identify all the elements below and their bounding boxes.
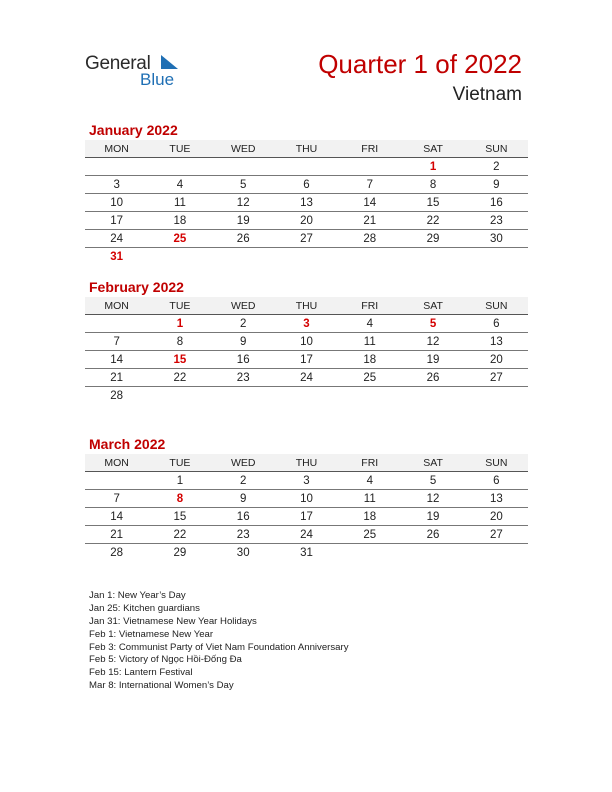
day-cell: 18 [338, 351, 401, 369]
holiday-day-cell: 8 [148, 490, 211, 508]
weekday-header: MON [85, 140, 148, 158]
day-cell: 16 [212, 508, 275, 526]
week-row [85, 369, 528, 387]
weekday-header: WED [212, 454, 275, 472]
empty-cell [401, 387, 464, 405]
week-row [85, 248, 528, 266]
day-cell: 21 [338, 212, 401, 230]
month-january [85, 122, 528, 265]
day-cell: 20 [465, 508, 528, 526]
month-title: February 2022 [89, 279, 184, 295]
day-cell: 29 [173, 546, 187, 559]
weekday-header: WED [212, 140, 275, 158]
week-row [85, 508, 528, 526]
day-cell: 6 [465, 315, 528, 333]
holiday-note: Feb 15: Lantern Festival [89, 667, 193, 679]
empty-cell [275, 158, 338, 176]
day-cell: 17 [275, 351, 338, 369]
weekday-header: SUN [465, 454, 528, 472]
day-cell: 22 [401, 212, 464, 230]
empty-cell [275, 248, 338, 266]
day-cell: 14 [85, 351, 148, 369]
logo-triangle-icon [159, 54, 179, 70]
day-cell: 27 [275, 230, 338, 248]
week-row [85, 230, 528, 248]
holiday-day-cell: 5 [401, 315, 464, 333]
day-cell: 25 [338, 526, 401, 544]
weekday-header: SAT [401, 140, 464, 158]
weekday-header: TUE [148, 297, 211, 315]
day-cell: 28 [110, 546, 124, 559]
month-title: March 2022 [89, 436, 166, 452]
week-row [85, 490, 528, 508]
day-cell: 3 [275, 472, 338, 490]
weekday-header: SUN [465, 297, 528, 315]
day-cell: 24 [275, 369, 338, 387]
day-cell: 10 [275, 490, 338, 508]
day-cell: 4 [148, 176, 211, 194]
week-row [85, 194, 528, 212]
day-cell: 12 [212, 194, 275, 212]
holiday-note: Jan 25: Kitchen guardians [89, 602, 200, 614]
empty-cell [148, 248, 211, 266]
day-cell: 3 [85, 176, 148, 194]
calendar-grid [85, 297, 528, 404]
day-cell: 23 [212, 526, 275, 544]
day-cell: 20 [275, 212, 338, 230]
holiday-day-cell: 3 [275, 315, 338, 333]
day-cell: 9 [212, 333, 275, 351]
week-row [85, 315, 528, 333]
logo-text-blue: Blue [140, 70, 175, 89]
weekday-header: SAT [401, 297, 464, 315]
holiday-day-cell: 25 [148, 230, 211, 248]
day-cell: 2 [212, 472, 275, 490]
empty-cell [275, 387, 338, 405]
calendar-grid [85, 140, 528, 265]
holiday-note: Jan 1: New Year’s Day [89, 590, 186, 601]
empty-cell [85, 472, 148, 490]
day-cell: 28 [110, 389, 124, 402]
day-cell: 6 [275, 176, 338, 194]
empty-cell [212, 387, 275, 405]
weekday-header: THU [275, 297, 338, 315]
empty-cell [148, 387, 211, 405]
day-cell: 11 [148, 194, 211, 212]
month-march [85, 436, 528, 561]
week-row [85, 333, 528, 351]
holiday-note: Mar 8: International Women’s Day [89, 680, 234, 692]
day-cell: 16 [212, 351, 275, 369]
holiday-day-cell: 15 [148, 351, 211, 369]
day-cell: 28 [338, 230, 401, 248]
day-cell: 24 [275, 526, 338, 544]
day-cell: 4 [338, 315, 401, 333]
day-cell: 26 [401, 526, 464, 544]
empty-cell [212, 248, 275, 266]
day-cell: 1 [148, 472, 211, 490]
day-cell: 16 [465, 194, 528, 212]
day-cell: 10 [85, 194, 148, 212]
empty-cell [212, 158, 275, 176]
page-title: Quarter 1 of 2022 [318, 49, 522, 79]
day-cell: 29 [401, 230, 464, 248]
holiday-note: Feb 5: Victory of Ngọc Hồi-Đống Đa [89, 654, 242, 666]
day-cell: 14 [338, 194, 401, 212]
day-cell: 21 [85, 369, 148, 387]
week-row [85, 544, 528, 562]
day-cell: 20 [465, 351, 528, 369]
empty-cell [148, 158, 211, 176]
day-cell: 30 [236, 546, 250, 559]
empty-cell [465, 544, 528, 562]
day-cell: 11 [338, 333, 401, 351]
week-row [85, 158, 528, 176]
holiday-note: Feb 3: Communist Party of Viet Nam Foundation Anniversary [89, 641, 349, 653]
day-cell: 7 [338, 176, 401, 194]
day-cell: 26 [212, 230, 275, 248]
week-row [85, 176, 528, 194]
month-title: January 2022 [89, 122, 178, 138]
day-cell: 15 [148, 508, 211, 526]
weekday-header: WED [212, 297, 275, 315]
day-cell: 14 [85, 508, 148, 526]
day-cell: 25 [338, 369, 401, 387]
weekday-header: TUE [148, 140, 211, 158]
day-cell: 8 [148, 333, 211, 351]
logo-text-general: General [85, 53, 151, 74]
day-cell: 13 [465, 490, 528, 508]
empty-cell [85, 315, 148, 333]
weekday-header: FRI [338, 297, 401, 315]
week-row [85, 472, 528, 490]
day-cell: 23 [212, 369, 275, 387]
week-row [85, 212, 528, 230]
empty-cell [338, 248, 401, 266]
empty-cell [401, 248, 464, 266]
holiday-day-cell: 1 [148, 315, 211, 333]
day-cell: 4 [338, 472, 401, 490]
day-cell: 2 [465, 158, 528, 176]
weekday-header: FRI [338, 454, 401, 472]
day-cell: 15 [401, 194, 464, 212]
day-cell: 2 [212, 315, 275, 333]
day-cell: 7 [85, 333, 148, 351]
day-cell: 22 [148, 526, 211, 544]
day-cell: 27 [465, 369, 528, 387]
day-cell: 9 [212, 490, 275, 508]
day-cell: 17 [85, 212, 148, 230]
day-cell: 5 [401, 472, 464, 490]
day-cell: 6 [465, 472, 528, 490]
empty-cell [338, 544, 401, 562]
brand-logo [85, 50, 195, 92]
week-row [85, 351, 528, 369]
empty-cell [338, 158, 401, 176]
empty-cell [85, 158, 148, 176]
weekday-header: TUE [148, 454, 211, 472]
weekday-header: THU [275, 454, 338, 472]
weekday-header: SAT [401, 454, 464, 472]
day-cell: 31 [300, 546, 313, 559]
day-cell: 30 [465, 230, 528, 248]
day-cell: 17 [275, 508, 338, 526]
empty-cell [465, 387, 528, 405]
calendar-grid [85, 454, 528, 561]
day-cell: 11 [338, 490, 401, 508]
holiday-day-cell: 31 [110, 250, 124, 263]
day-cell: 10 [275, 333, 338, 351]
day-cell: 7 [85, 490, 148, 508]
day-cell: 5 [212, 176, 275, 194]
empty-cell [401, 544, 464, 562]
weekday-header: FRI [338, 140, 401, 158]
day-cell: 12 [401, 490, 464, 508]
holiday-notes [89, 590, 349, 693]
month-february [85, 279, 528, 404]
day-cell: 18 [338, 508, 401, 526]
holiday-note: Jan 31: Vietnamese New Year Holidays [89, 615, 257, 627]
day-cell: 12 [401, 333, 464, 351]
day-cell: 22 [148, 369, 211, 387]
week-row [85, 387, 528, 405]
weekday-header: MON [85, 297, 148, 315]
day-cell: 23 [465, 212, 528, 230]
day-cell: 19 [401, 508, 464, 526]
weekday-header: MON [85, 454, 148, 472]
weekday-header: SUN [465, 140, 528, 158]
empty-cell [465, 248, 528, 266]
day-cell: 18 [148, 212, 211, 230]
country-name: Vietnam [452, 84, 522, 105]
holiday-note: Feb 1: Vietnamese New Year [89, 628, 214, 640]
empty-cell [338, 387, 401, 405]
week-row [85, 526, 528, 544]
day-cell: 21 [85, 526, 148, 544]
day-cell: 13 [465, 333, 528, 351]
holiday-day-cell: 1 [401, 158, 464, 176]
day-cell: 9 [465, 176, 528, 194]
weekday-header: THU [275, 140, 338, 158]
day-cell: 19 [401, 351, 464, 369]
day-cell: 19 [212, 212, 275, 230]
day-cell: 24 [85, 230, 148, 248]
day-cell: 26 [401, 369, 464, 387]
day-cell: 8 [401, 176, 464, 194]
day-cell: 13 [275, 194, 338, 212]
day-cell: 27 [465, 526, 528, 544]
